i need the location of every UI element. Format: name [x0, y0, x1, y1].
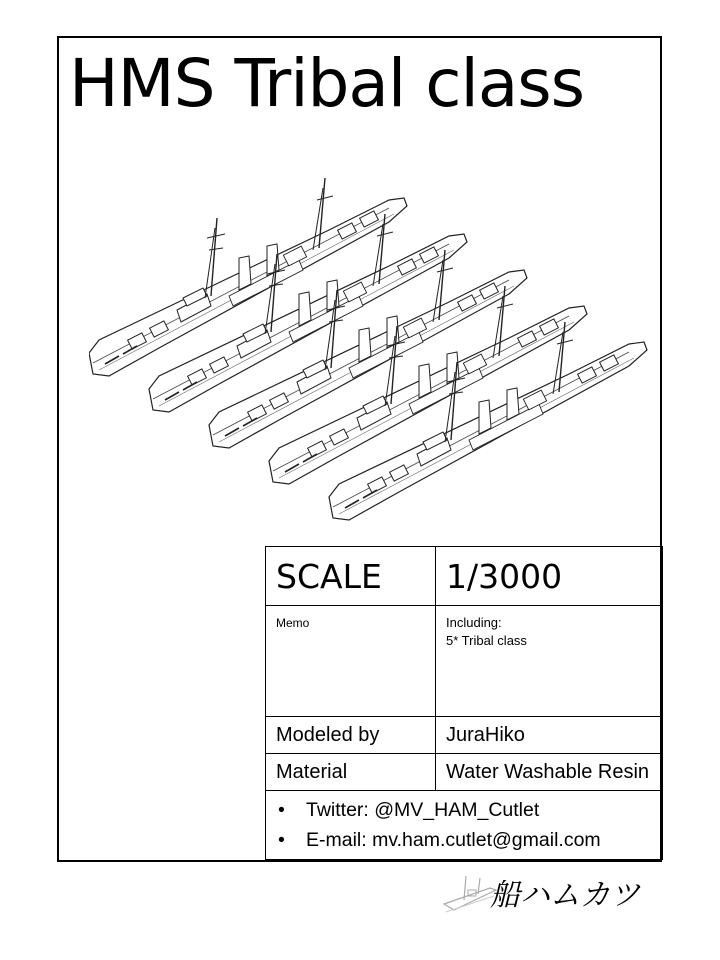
material-label: Material — [266, 754, 436, 791]
modeled-by-label: Modeled by — [266, 717, 436, 754]
contact-twitter — [278, 795, 652, 825]
email-text: E-mail: mv.ham.cutlet@gmail.com — [306, 829, 601, 851]
table-row — [266, 754, 663, 791]
table-row — [266, 547, 663, 606]
bullet-icon: • — [278, 799, 285, 821]
memo-line-2: 5* Tribal class — [446, 633, 527, 648]
bullet-icon: • — [278, 829, 285, 851]
spec-table — [265, 546, 663, 860]
table-row — [266, 791, 663, 860]
contact-email — [278, 825, 652, 855]
memo-value — [436, 606, 663, 717]
brand-logo — [440, 866, 650, 916]
twitter-text: Twitter: @MV_HAM_Cutlet — [306, 799, 540, 821]
scale-label: SCALE — [266, 547, 436, 606]
brand-text: 船ハムカツ — [490, 878, 640, 913]
material-value: Water Washable Resin — [436, 754, 663, 791]
spec-sheet — [57, 36, 662, 862]
page-title: HMS Tribal class — [69, 45, 585, 122]
scale-value: 1/3000 — [436, 547, 663, 606]
memo-cell — [266, 606, 436, 717]
memo-label: Memo — [276, 616, 310, 630]
ships-illustration — [89, 178, 659, 528]
modeled-by-value: JuraHiko — [436, 717, 663, 754]
table-row — [266, 717, 663, 754]
table-row — [266, 606, 663, 717]
contact-cell — [266, 791, 663, 860]
memo-line-1: Including: — [446, 615, 502, 630]
